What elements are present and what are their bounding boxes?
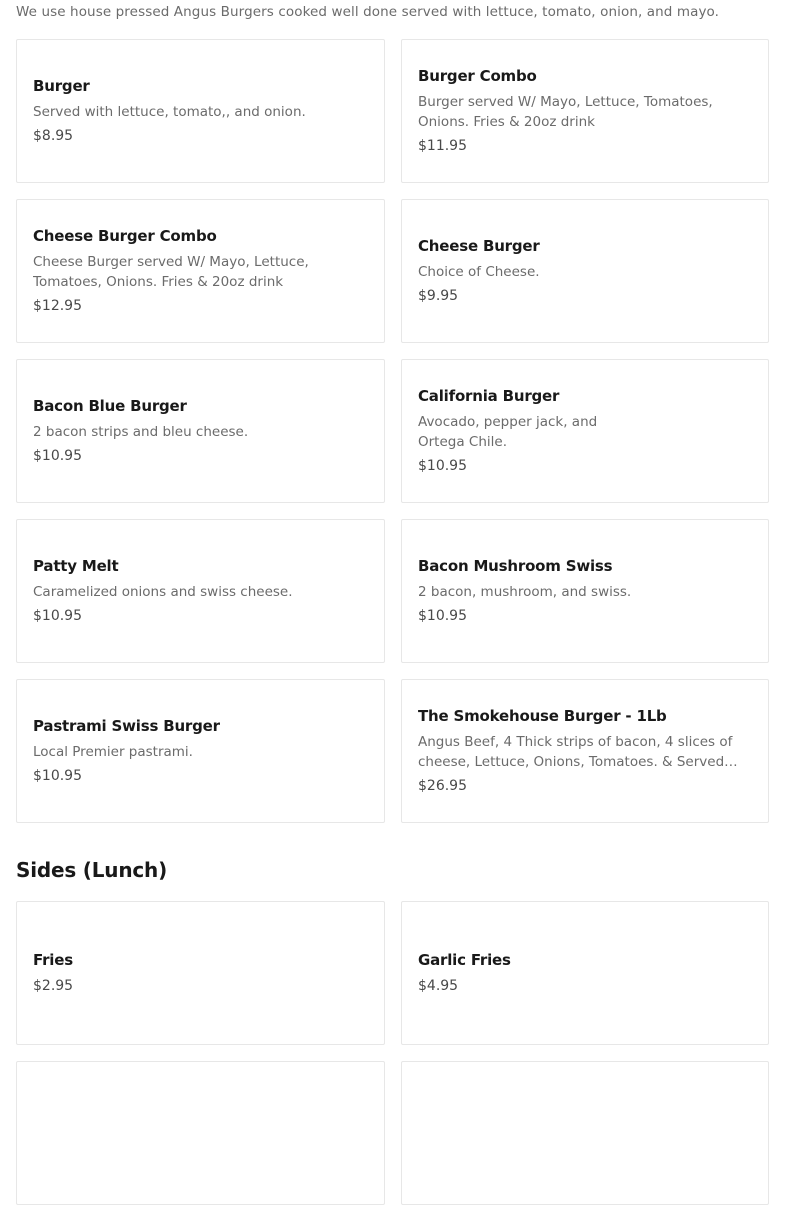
menu-item-card[interactable] bbox=[16, 39, 385, 183]
menu-item-description: Choice of Cheese. bbox=[418, 264, 540, 280]
menu-item-name: Cheese Burger bbox=[418, 237, 540, 255]
menu-item-price: $12.95 bbox=[33, 298, 82, 314]
menu-item-name: Cheese Burger Combo bbox=[33, 227, 217, 245]
menu-item-card[interactable] bbox=[401, 39, 769, 183]
menu-item-price: $26.95 bbox=[418, 778, 467, 794]
menu-item-price: $10.95 bbox=[33, 448, 82, 464]
menu-item-card[interactable] bbox=[401, 359, 769, 503]
menu-item-description: Served with lettuce, tomato,, and onion. bbox=[33, 104, 306, 120]
menu-item-name: Patty Melt bbox=[33, 557, 119, 575]
menu-item-name: California Burger bbox=[418, 387, 560, 405]
burgers-menu-grid bbox=[16, 39, 769, 823]
menu-item-price: $9.95 bbox=[418, 288, 459, 304]
menu-item-description: 2 bacon, mushroom, and swiss. bbox=[418, 584, 632, 600]
menu-item-name: Burger Combo bbox=[418, 67, 537, 85]
menu-item-card[interactable] bbox=[401, 679, 769, 823]
sides-section-title: Sides (Lunch) bbox=[16, 858, 168, 882]
menu-item-description: Local Premier pastrami. bbox=[33, 744, 193, 760]
menu-item-price: $10.95 bbox=[418, 458, 467, 474]
menu-item-price: $2.95 bbox=[33, 978, 74, 994]
menu-item-card[interactable] bbox=[16, 1061, 385, 1205]
sides-menu-grid bbox=[16, 901, 769, 1205]
menu-item-card[interactable] bbox=[401, 199, 769, 343]
menu-item-price: $8.95 bbox=[33, 128, 74, 144]
menu-item-price: $4.95 bbox=[418, 978, 459, 994]
menu-item-name: Garlic Fries bbox=[418, 951, 511, 969]
menu-item-price: $10.95 bbox=[418, 608, 467, 624]
menu-item-name: Bacon Blue Burger bbox=[33, 397, 187, 415]
menu-item-description: 2 bacon strips and bleu cheese. bbox=[33, 424, 249, 440]
menu-item-description: Caramelized onions and swiss cheese. bbox=[33, 584, 293, 600]
menu-item-description: Burger served W/ Mayo, Lettuce, Tomatoes, Onions. Fries & 20oz drink bbox=[418, 94, 713, 130]
menu-item-name: Burger bbox=[33, 77, 90, 95]
menu-item-card[interactable] bbox=[16, 359, 385, 503]
menu-item-card[interactable] bbox=[16, 199, 385, 343]
menu-item-name: Fries bbox=[33, 951, 73, 969]
menu-item-price: $11.95 bbox=[418, 138, 467, 154]
menu-item-card[interactable] bbox=[401, 901, 769, 1045]
menu-item-name: Bacon Mushroom Swiss bbox=[418, 557, 613, 575]
menu-item-description: Cheese Burger served W/ Mayo, Lettuce, Tomatoes, Onions. Fries & 20oz drink bbox=[33, 254, 309, 290]
menu-item-name: Pastrami Swiss Burger bbox=[33, 717, 220, 735]
menu-item-card[interactable] bbox=[16, 901, 385, 1045]
menu-item-card[interactable] bbox=[16, 519, 385, 663]
menu-item-description: Angus Beef, 4 Thick strips of bacon, 4 slices of cheese, Lettuce, Onions, Tomatoes. & Served bbox=[418, 734, 733, 770]
menu-item-description: Avocado, pepper jack, and Ortega Chile. bbox=[418, 414, 598, 450]
menu-item-price: $10.95 bbox=[33, 768, 82, 784]
burgers-section-description: We use house pressed Angus Burgers cooked well done served with lettuce, tomato, onion, and mayo. bbox=[16, 4, 720, 20]
menu-item-price: $10.95 bbox=[33, 608, 82, 624]
menu-item-card[interactable] bbox=[16, 679, 385, 823]
menu-item-card[interactable] bbox=[401, 519, 769, 663]
menu-item-name: The Smokehouse Burger - 1Lb bbox=[418, 707, 667, 725]
menu-item-card[interactable] bbox=[401, 1061, 769, 1205]
